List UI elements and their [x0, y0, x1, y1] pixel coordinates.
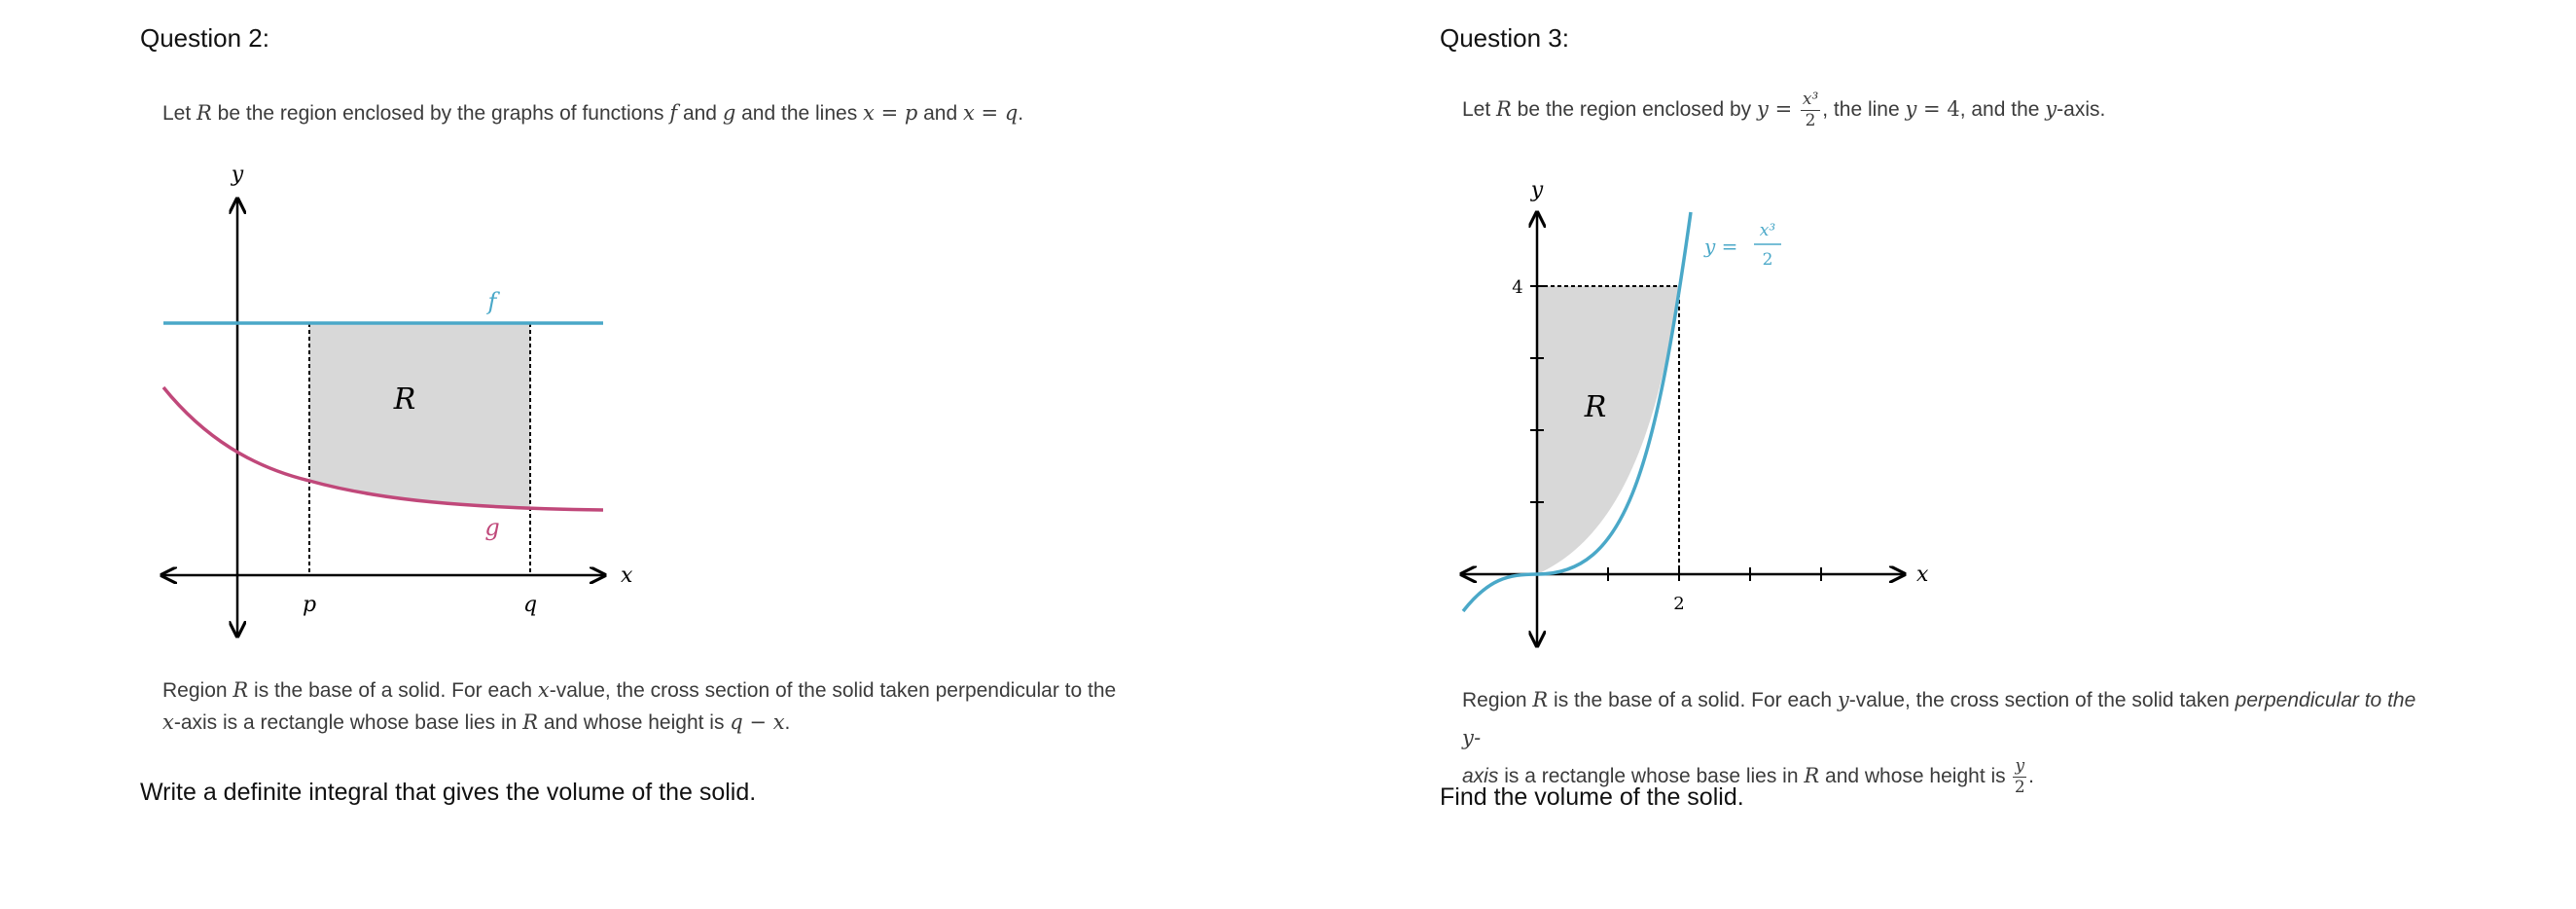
- q3-curve-label-num: x³: [1759, 221, 1776, 240]
- q2-task: Write a definite integral that gives the volume of the solid.: [140, 779, 757, 806]
- q3-curve-label-den: 2: [1762, 250, 1773, 270]
- q3-curve-label-lhs: y =: [1704, 235, 1738, 258]
- q2-x-label: x: [621, 564, 633, 588]
- q3-body: Region R is the base of a solid. For each y-value, the cross section of the solid taken perpendicular to the y- axis is a rectangle whose base lies in R and whose height is $\frac{y}{2}$ .: [1462, 688, 2416, 797]
- q3-x-label: x: [1916, 563, 1929, 587]
- q3-body-fraction: $\frac{y}{2}$: [2014, 755, 2025, 797]
- q2-f-label: f: [487, 288, 497, 315]
- q2-q-label: q: [522, 593, 538, 617]
- q3-task: Find the volume of the solid.: [1440, 783, 1744, 811]
- q2-title: Question 2:: [140, 23, 269, 53]
- q2-g-label: g: [484, 514, 500, 541]
- q3-intro: Let R be the region enclosed by y = $\frac{\text{x³}}{2}$ , the line y = 4, and the y-axis.: [1462, 89, 2106, 130]
- q3-y-label: y: [1530, 178, 1544, 202]
- q3-graph: [1449, 165, 1936, 672]
- q2-r-label: R: [393, 382, 416, 417]
- q2-graph: [146, 146, 652, 652]
- q3-tick-4: 4: [1512, 277, 1523, 298]
- q3-tick-2: 2: [1673, 594, 1685, 614]
- q3-region-r: [1537, 286, 1679, 574]
- q3-intro-fraction: $\frac{\text{x³}}{2}$: [1802, 89, 1819, 130]
- q2-body: Region R is the base of a solid. For each x-value, the cross section of the solid taken perpendicular to the x-axis is a rectangle whose base lies in R and whose height is q − x.: [162, 678, 1117, 734]
- q2-y-label: y: [231, 163, 244, 187]
- q3-r-label: R: [1584, 390, 1607, 424]
- q2-region-r: [309, 323, 530, 510]
- q2-intro: Let R be the region enclosed by the graphs of functions f and g and the lines x = p and x = q.: [162, 101, 1024, 125]
- q2-p-label: p: [302, 593, 317, 617]
- q3-title: Question 3:: [1440, 23, 1569, 53]
